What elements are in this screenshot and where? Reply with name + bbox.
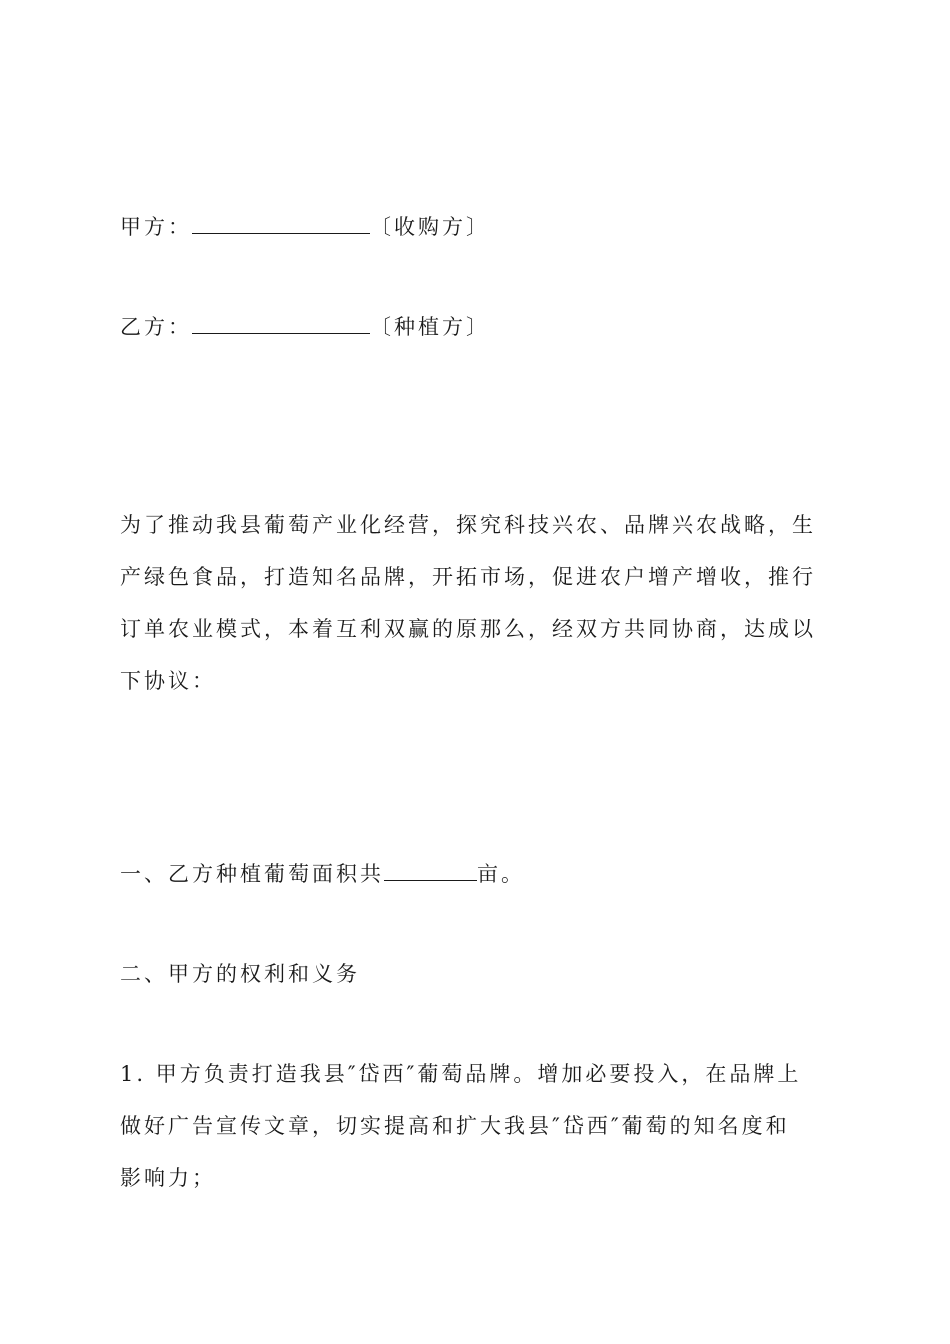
party-a-role: 〔收购方〕 xyxy=(370,215,490,239)
clause-1-line xyxy=(120,860,525,888)
party-a-name-blank[interactable] xyxy=(192,213,370,234)
intro-line: 下协议： xyxy=(120,669,216,693)
item-1-paragraph xyxy=(120,1048,832,1204)
clause-1-prefix: 一、乙方种植葡萄面积共 xyxy=(120,862,384,886)
planting-area-blank[interactable] xyxy=(384,860,477,881)
party-b-line xyxy=(120,313,490,341)
clause-1-suffix: 亩。 xyxy=(477,862,525,886)
item-1-line: 1. 甲方负责打造我县″岱西″葡萄品牌。增加必要投入，在品牌上 xyxy=(120,1062,802,1086)
clause-2-title: 二、甲方的权利和义务 xyxy=(120,962,360,986)
intro-line: 产绿色食品，打造知名品牌，开拓市场，促进农户增产增收，推行 xyxy=(120,565,816,589)
party-b-role: 〔种植方〕 xyxy=(370,315,490,339)
party-a-line xyxy=(120,213,490,241)
party-b-name-blank[interactable] xyxy=(192,313,370,334)
intro-paragraph xyxy=(120,499,832,707)
intro-line: 为了推动我县葡萄产业化经营，探究科技兴农、品牌兴农战略，生 xyxy=(120,513,816,537)
party-b-label: 乙方： xyxy=(120,315,192,339)
party-a-label: 甲方： xyxy=(120,215,192,239)
item-1-line: 做好广告宣传文章，切实提高和扩大我县″岱西″葡萄的知名度和 xyxy=(120,1114,790,1138)
item-1-line: 影响力； xyxy=(120,1166,216,1190)
intro-line: 订单农业模式，本着互利双赢的原那么，经双方共同协商，达成以 xyxy=(120,617,816,641)
